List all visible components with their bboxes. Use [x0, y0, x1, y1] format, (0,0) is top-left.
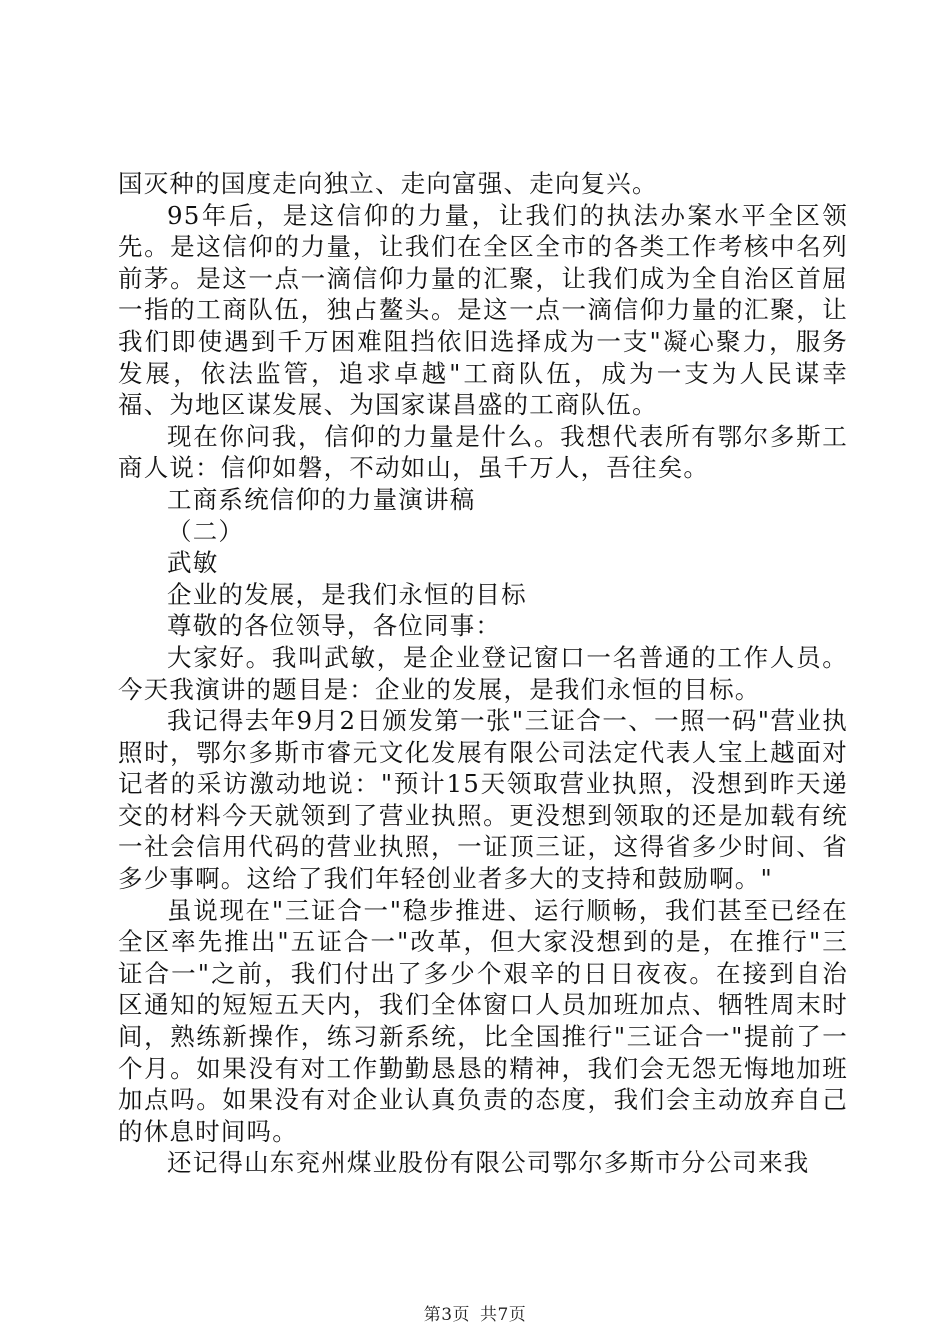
paragraph-4: （二） [167, 516, 245, 546]
document-body [118, 168, 848, 1179]
paragraph-1: 95年后，是这信仰的力量，让我们的执法办案水平全区领先。是这信仰的力量，让我们在全区全市的各类工作考核中名列前茅。是这一点一滴信仰力量的汇聚，让我们成为全自治区首屈一指的工商队伍，独占鳌头。是这一点一滴信仰力量的汇聚，让我们即使遇到千万困难阻挡依旧选择成为一支"凝心聚力，服务发展，依法监管，追求卓越"工商队伍，成为一支为人民谋幸福、为地区谋发展、为国家谋昌盛的工商队伍。 [118, 200, 848, 420]
paragraph-10: 虽说现在"三证合一"稳步推进、运行顺畅，我们甚至已经在全区率先推出"五证合一"改革，但大家没想到的是，在推行"三证合一"之前，我们付出了多少个艰辛的日日夜夜。在接到自治区通知的短短五天内，我们全体窗口人员加班加点、牺牲周末时间，熟练新操作，练习新系统，比全国推行"三证合一"提前了一个月。如果没有对工作勤勤恳恳的精神，我们会无怨无悔地加班加点吗。如果没有对企业认真负责的态度，我们会主动放弃自己的休息时间吗。 [118, 895, 848, 1146]
paragraph-0: 国灭种的国度走向独立、走向富强、走向复兴。 [118, 169, 658, 198]
paragraph-8: 大家好。我叫武敏，是企业登记窗口一名普通的工作人员。今天我演讲的题目是：企业的发展，是我们永恒的目标。 [118, 642, 848, 704]
paragraph-11: 还记得山东兖州煤业股份有限公司鄂尔多斯市分公司来我 [167, 1148, 810, 1178]
page-total: 共7页 [479, 1305, 527, 1325]
page-footer [0, 1300, 950, 1325]
paragraph-6: 企业的发展，是我们永恒的目标 [167, 579, 527, 609]
paragraph-5: 武敏 [167, 548, 219, 578]
paragraph-2: 现在你问我，信仰的力量是什么。我想代表所有鄂尔多斯工商人说：信仰如磐，不动如山，虽千万人，吾往矣。 [118, 421, 848, 483]
paragraph-9: 我记得去年9月2日颁发第一张"三证合一、一照一码"营业执照时，鄂尔多斯市睿元文化发展有限公司法定代表人宝上越面对记者的采访激动地说："预计15天领取营业执照，没想到昨天递交的材料今天就领到了营业执照。更没想到领取的还是加载有统一社会信用代码的营业执照，一证顶三证，这得省多少时间、省多少事啊。这给了我们年轻创业者多大的支持和鼓励啊。" [118, 706, 848, 894]
paragraph-7: 尊敬的各位领导，各位同事： [167, 611, 502, 641]
page-number: 第3页 [423, 1305, 471, 1325]
paragraph-3: 工商系统信仰的力量演讲稿 [167, 484, 476, 514]
